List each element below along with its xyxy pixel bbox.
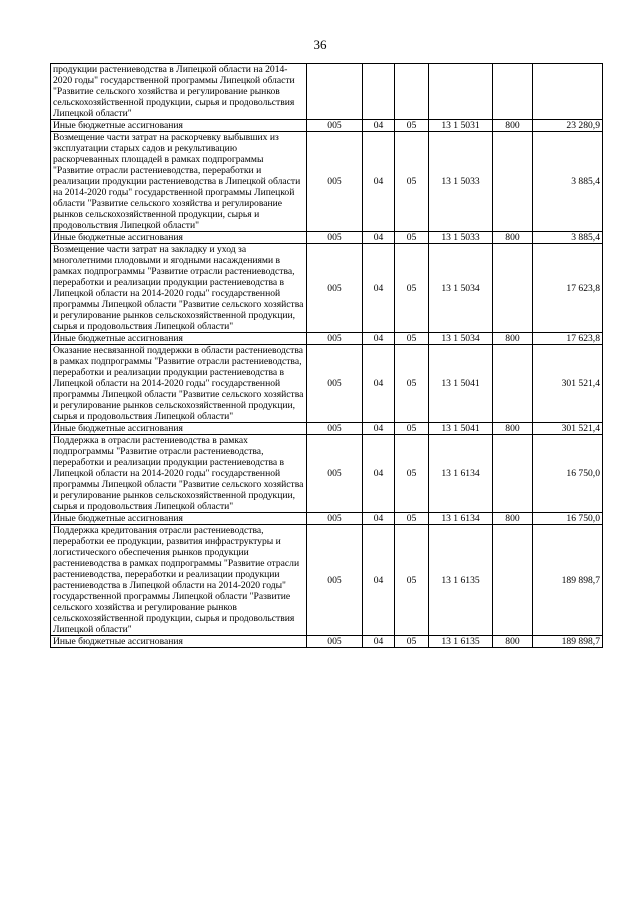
cell-subsection-code: 05 <box>395 120 429 132</box>
cell-name: Поддержка кредитования отрасли растениеводства, переработки ее продукции, развития инфраструктуры и логистического обеспечения рынков продукции растениеводства в рамках подпрограммы "Развитие отрасли растениеводства, переработки и реализации продукции растениеводства в Липецкой области на 2014-2020 годы" государственной программы Липецкой области "Развитие сельского хозяйства и регулирование рынков сельскохозяйственной продукции, сырья и продовольствия Липецкой области" <box>51 525 307 636</box>
cell-name: Оказание несвязанной поддержки в области растениеводства в рамках подпрограммы "Развитие отрасли растениеводства, переработки и реализации продукции растениеводства в Липецкой области на 2014-2020 годы" государственной программы Липецкой области "Развитие сельского хозяйства и регулирование рынков сельскохозяйственной продукции, сырья и продовольствия Липецкой области" <box>51 345 307 423</box>
budget-table <box>50 63 603 648</box>
table-row <box>51 120 603 132</box>
cell-expense-type: 800 <box>493 636 533 648</box>
cell-target-article: 13 1 5033 <box>429 232 493 244</box>
cell-name: Иные бюджетные ассигнования <box>51 232 307 244</box>
budget-table-body <box>51 64 603 648</box>
cell-target-article: 13 1 6134 <box>429 513 493 525</box>
table-row <box>51 636 603 648</box>
cell-target-article: 13 1 5033 <box>429 132 493 232</box>
cell-amount: 17 623,8 <box>533 333 603 345</box>
cell-expense-type <box>493 525 533 636</box>
cell-target-article: 13 1 6135 <box>429 636 493 648</box>
cell-subsection-code: 05 <box>395 333 429 345</box>
cell-section-code: 04 <box>363 525 395 636</box>
cell-subsection-code: 05 <box>395 513 429 525</box>
cell-target-article <box>429 64 493 120</box>
cell-target-article: 13 1 5041 <box>429 423 493 435</box>
cell-expense-type: 800 <box>493 333 533 345</box>
cell-target-article: 13 1 5034 <box>429 244 493 333</box>
cell-name: Поддержка в отрасли растениеводства в рамках подпрограммы "Развитие отрасли растениеводства, переработки и реализации продукции растениеводства в Липецкой области на 2014-2020 годы" государственной программы Липецкой области "Развитие сельского хозяйства и регулирование рынков сельскохозяйственной продукции, сырья и продовольствия Липецкой области" <box>51 435 307 513</box>
cell-section-code: 04 <box>363 636 395 648</box>
cell-subsection-code: 05 <box>395 435 429 513</box>
cell-name: Иные бюджетные ассигнования <box>51 423 307 435</box>
cell-name: Иные бюджетные ассигнования <box>51 636 307 648</box>
cell-expense-type: 800 <box>493 120 533 132</box>
cell-amount: 301 521,4 <box>533 423 603 435</box>
cell-grbs-code: 005 <box>307 333 363 345</box>
cell-target-article: 13 1 6134 <box>429 435 493 513</box>
cell-expense-type <box>493 132 533 232</box>
cell-subsection-code: 05 <box>395 423 429 435</box>
cell-amount: 16 750,0 <box>533 513 603 525</box>
cell-amount: 189 898,7 <box>533 525 603 636</box>
cell-section-code <box>363 64 395 120</box>
cell-amount: 16 750,0 <box>533 435 603 513</box>
cell-subsection-code: 05 <box>395 636 429 648</box>
cell-section-code: 04 <box>363 345 395 423</box>
cell-grbs-code: 005 <box>307 244 363 333</box>
cell-grbs-code: 005 <box>307 513 363 525</box>
table-row <box>51 423 603 435</box>
cell-amount <box>533 64 603 120</box>
cell-section-code: 04 <box>363 244 395 333</box>
table-row <box>51 132 603 232</box>
table-row <box>51 64 603 120</box>
cell-name: Возмещение части затрат на закладку и уход за многолетними плодовыми и ягодными насаждениями в рамках подпрограммы "Развитие отрасли растениеводства, переработки и реализации продукции растениеводства в Липецкой области на 2014-2020 годы" государственной программы Липецкой области "Развитие сельского хозяйства и регулирование рынков сельскохозяйственной продукции, сырья и продовольствия Липецкой области" <box>51 244 307 333</box>
cell-expense-type: 800 <box>493 423 533 435</box>
table-row <box>51 333 603 345</box>
cell-subsection-code: 05 <box>395 345 429 423</box>
cell-amount: 301 521,4 <box>533 345 603 423</box>
cell-expense-type <box>493 345 533 423</box>
cell-subsection-code: 05 <box>395 232 429 244</box>
cell-grbs-code <box>307 64 363 120</box>
cell-section-code: 04 <box>363 120 395 132</box>
table-row <box>51 525 603 636</box>
cell-amount: 3 885,4 <box>533 232 603 244</box>
cell-subsection-code: 05 <box>395 132 429 232</box>
cell-section-code: 04 <box>363 513 395 525</box>
cell-expense-type <box>493 64 533 120</box>
cell-name: Иные бюджетные ассигнования <box>51 333 307 345</box>
cell-name: Возмещение части затрат на раскорчевку выбывших из эксплуатации старых садов и рекультивацию раскорчеванных площадей в рамках подпрограммы "Развитие отрасли растениеводства, переработки и реализации продукции растениеводства в Липецкой области на 2014-2020 годы" государственной программы Липецкой области "Развитие сельского хозяйства и регулирование рынков сельскохозяйственной продукции, сырья и продовольствия Липецкой области" <box>51 132 307 232</box>
cell-section-code: 04 <box>363 132 395 232</box>
cell-name: Иные бюджетные ассигнования <box>51 120 307 132</box>
cell-grbs-code: 005 <box>307 132 363 232</box>
cell-expense-type <box>493 435 533 513</box>
cell-target-article: 13 1 6135 <box>429 525 493 636</box>
cell-section-code: 04 <box>363 423 395 435</box>
cell-grbs-code: 005 <box>307 120 363 132</box>
table-row <box>51 244 603 333</box>
cell-target-article: 13 1 5034 <box>429 333 493 345</box>
cell-grbs-code: 005 <box>307 636 363 648</box>
cell-target-article: 13 1 5031 <box>429 120 493 132</box>
cell-subsection-code: 05 <box>395 244 429 333</box>
cell-grbs-code: 005 <box>307 525 363 636</box>
cell-target-article: 13 1 5041 <box>429 345 493 423</box>
cell-subsection-code: 05 <box>395 525 429 636</box>
cell-amount: 23 280,9 <box>533 120 603 132</box>
cell-name: Иные бюджетные ассигнования <box>51 513 307 525</box>
cell-grbs-code: 005 <box>307 435 363 513</box>
cell-amount: 17 623,8 <box>533 244 603 333</box>
table-row <box>51 513 603 525</box>
page-number: 36 <box>313 37 327 52</box>
cell-grbs-code: 005 <box>307 232 363 244</box>
cell-subsection-code <box>395 64 429 120</box>
cell-grbs-code: 005 <box>307 345 363 423</box>
cell-amount: 189 898,7 <box>533 636 603 648</box>
cell-section-code: 04 <box>363 333 395 345</box>
cell-section-code: 04 <box>363 435 395 513</box>
table-row <box>51 345 603 423</box>
cell-expense-type: 800 <box>493 513 533 525</box>
table-row <box>51 232 603 244</box>
cell-expense-type <box>493 244 533 333</box>
cell-expense-type: 800 <box>493 232 533 244</box>
cell-section-code: 04 <box>363 232 395 244</box>
table-row <box>51 435 603 513</box>
cell-name: продукции растениеводства в Липецкой области на 2014-2020 годы" государственной программы Липецкой области "Развитие сельского хозяйства и регулирование рынков сельскохозяйственной продукции, сырья и продовольствия Липецкой области" <box>51 64 307 120</box>
cell-amount: 3 885,4 <box>533 132 603 232</box>
cell-grbs-code: 005 <box>307 423 363 435</box>
